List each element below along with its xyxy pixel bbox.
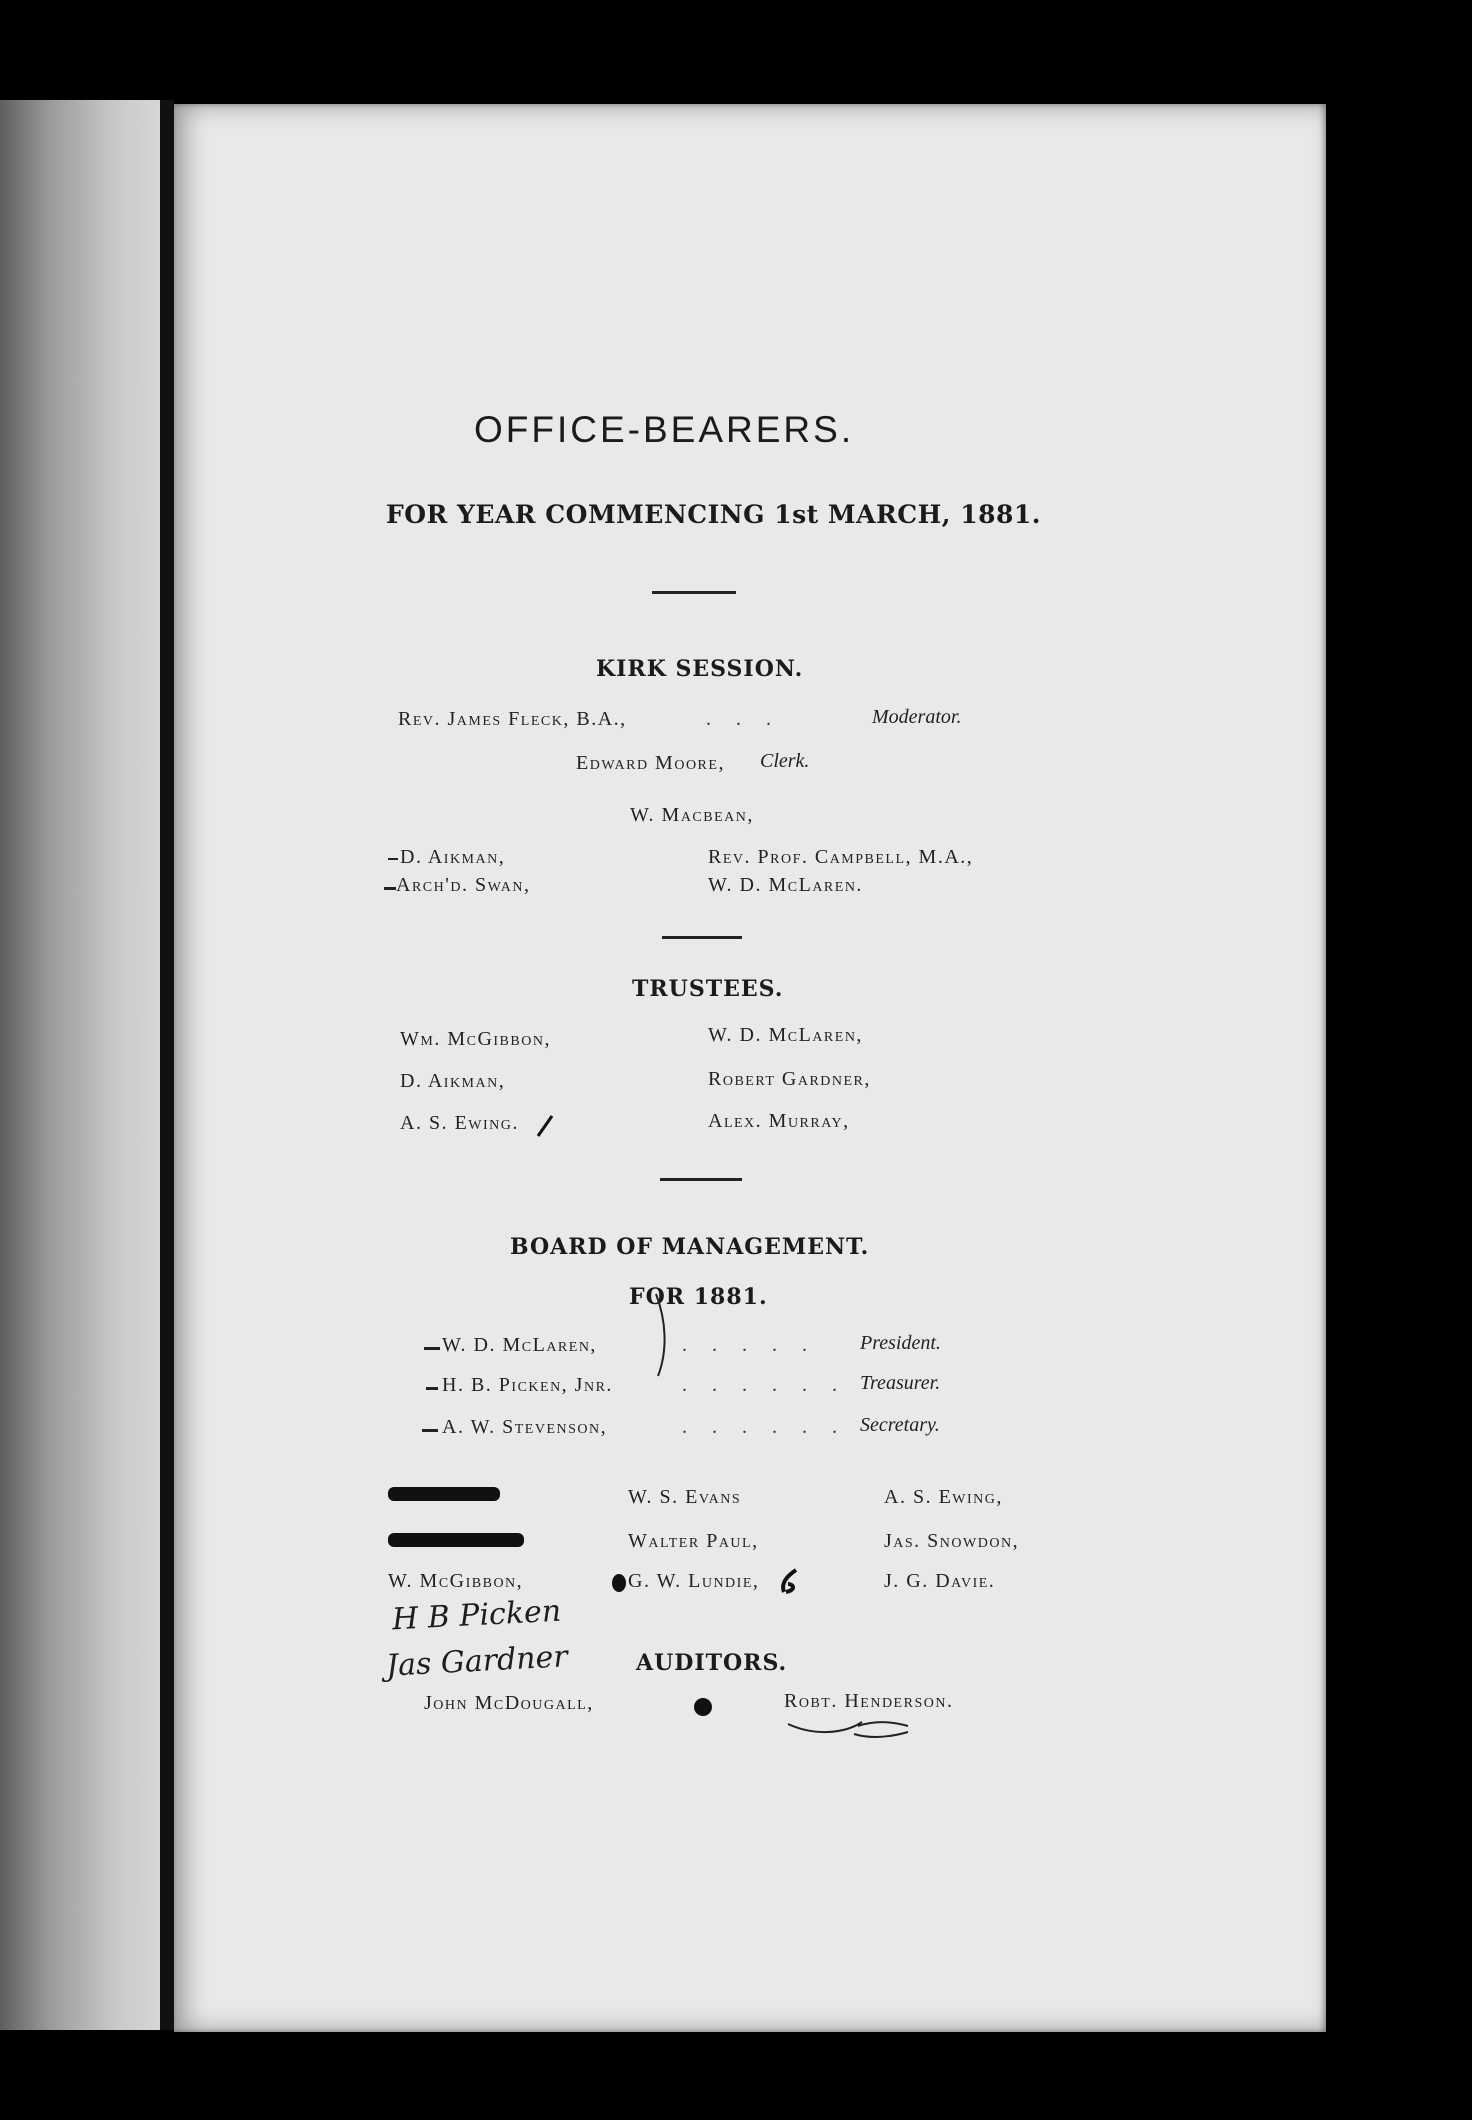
auditor-name: Robt. Henderson.	[784, 1690, 954, 1712]
ink-blot	[694, 1698, 712, 1716]
auditors-heading: AUDITORS.	[636, 1650, 788, 1676]
session-member: Rev. Prof. Campbell, M.A.,	[708, 846, 974, 868]
kirk-session-heading: KIRK SESSION.	[596, 656, 804, 682]
moderator-name: Rev. James Fleck, B.A.,	[398, 708, 627, 730]
moderator-role: Moderator.	[872, 706, 962, 728]
board-member: A. S. Ewing,	[884, 1486, 1003, 1508]
tick-mark	[426, 1387, 438, 1390]
auditor-name: John McDougall,	[424, 1692, 594, 1714]
board-officer-name: W. D. McLaren,	[442, 1334, 597, 1356]
tick-mark	[384, 887, 396, 890]
struck-out-name	[388, 1533, 524, 1547]
board-officer-role: President.	[860, 1332, 941, 1354]
pen-stroke-mark	[650, 1290, 674, 1380]
divider	[660, 1178, 742, 1181]
board-member: Jas. Snowdon,	[884, 1530, 1020, 1552]
struck-out-name	[388, 1487, 500, 1501]
divider	[662, 936, 742, 939]
board-member: W. S. Evans	[628, 1486, 742, 1508]
book-spine	[160, 100, 174, 2030]
document-page	[174, 104, 1326, 2032]
pen-tick-mark	[778, 1566, 802, 1596]
trustee-name: Robert Gardner,	[708, 1068, 871, 1090]
clerk-name: Edward Moore,	[576, 752, 725, 774]
trustee-name: Wm. McGibbon,	[400, 1028, 551, 1050]
session-member: W. Macbean,	[630, 804, 754, 826]
page-title: OFFICE-BEARERS.	[474, 409, 855, 450]
left-page-edge	[0, 100, 165, 2030]
board-officer-dots: . . . . . .	[682, 1374, 847, 1396]
pen-underline-mark	[784, 1714, 914, 1744]
tick-mark	[422, 1429, 438, 1432]
session-member: Arch'd. Swan,	[396, 874, 531, 896]
handwritten-note: Jas Gardner	[385, 1639, 569, 1684]
page-subtitle: FOR YEAR COMMENCING 1st MARCH, 1881.	[386, 500, 1041, 529]
clerk-role: Clerk.	[760, 750, 810, 772]
board-subheading: FOR 1881.	[629, 1284, 768, 1310]
session-member: W. D. McLaren.	[708, 874, 863, 896]
board-member: Walter Paul,	[628, 1530, 759, 1552]
tick-mark	[388, 858, 398, 860]
board-heading: BOARD OF MANAGEMENT.	[510, 1234, 870, 1260]
trustee-name: Alex. Murray,	[708, 1110, 850, 1132]
moderator-dots: . . .	[706, 708, 781, 730]
session-member: D. Aikman,	[400, 846, 506, 868]
trustees-heading: TRUSTEES.	[632, 976, 784, 1002]
board-member: J. G. Davie.	[884, 1570, 996, 1592]
board-officer-name: H. B. Picken, Jnr.	[442, 1374, 613, 1396]
divider	[652, 591, 736, 594]
board-officer-name: A. W. Stevenson,	[442, 1416, 608, 1438]
ink-blot	[612, 1574, 626, 1592]
tick-mark	[424, 1347, 440, 1350]
trustee-name: W. D. McLaren,	[708, 1024, 863, 1046]
board-officer-role: Treasurer.	[860, 1372, 941, 1394]
trustee-name: D. Aikman,	[400, 1070, 506, 1092]
board-member: W. McGibbon,	[388, 1570, 524, 1592]
board-officer-dots: . . . . . .	[682, 1416, 847, 1438]
trustee-name: A. S. Ewing.	[400, 1112, 519, 1134]
pen-tick-mark	[534, 1110, 558, 1140]
board-member: G. W. Lundie,	[628, 1570, 760, 1592]
board-officer-role: Secretary.	[860, 1414, 940, 1436]
board-officer-dots: . . . . .	[682, 1334, 817, 1356]
handwritten-note: H B Picken	[391, 1593, 562, 1638]
